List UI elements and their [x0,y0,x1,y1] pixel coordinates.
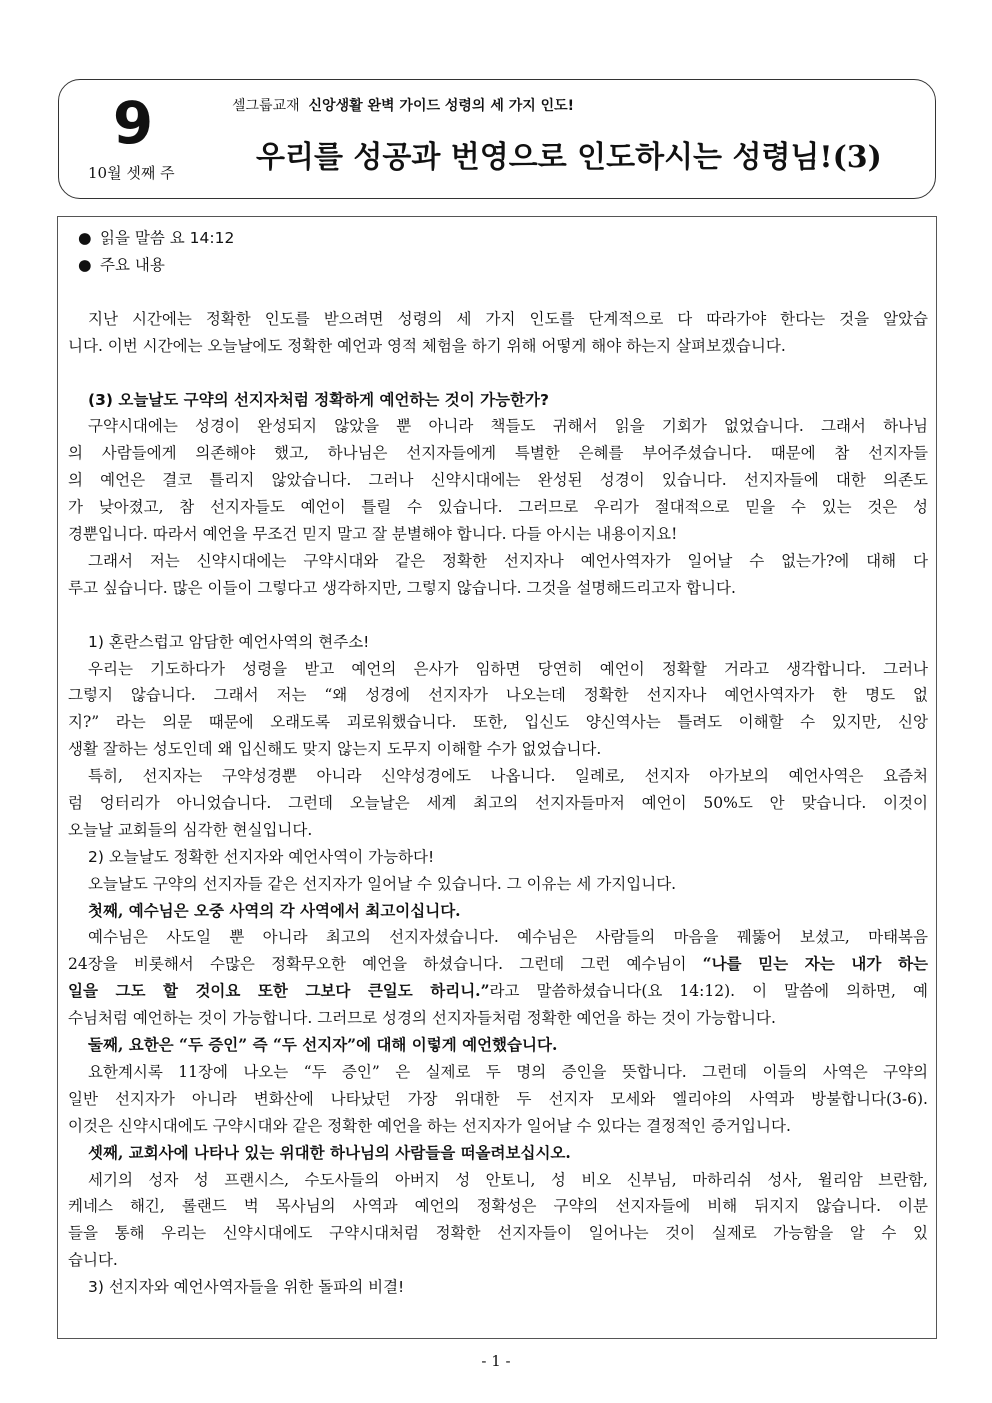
text-run: 24장을 비롯해서 수많은 정확무오한 예언을 하셨습니다. 그런데 그런 예수님이 [68,955,703,974]
intro-line: 니다. 이번 시간에는 오늘날에도 정확한 예언과 영적 체험을 하기 위해 어떻게 해야 하는지 살펴보겠습니다. [68,336,786,355]
paragraph-line: 오늘날도 구약의 선지자들 같은 선지자가 일어날 수 있습니다. 그 이유는 세 가지입니다. [88,874,677,893]
intro-line: 지난 시간에는 정확한 인도를 받으려면 성령의 세 가지 인도를 단계적으로 다 따라가야 한다는 것을 알았습 [88,309,928,328]
page-number: - 1 - [481,1352,511,1370]
paragraph-line: 들을 통해 우리는 신약시대에도 구약시대처럼 정확한 선지자들이 일어나는 것이 실제로 가능함을 알 수 있 [68,1224,928,1243]
series-title: 신앙생활 완벽 가이드 성령의 세 가지 인도! [308,98,575,114]
paragraph-line: 오늘날 교회들의 심각한 현실입니다. [68,820,313,839]
paragraph-line: 습니다. [68,1251,118,1270]
bullet-icon: ● [78,229,92,247]
paragraph-line: 구약시대에는 성경이 완성되지 않았을 뿐 아니라 책들도 귀해서 읽을 기회가 없었습니다. 그래서 하나님 [88,417,928,436]
page-title: 우리를 성공과 번영으로 인도하시는 성령님!(3) [256,140,882,175]
point-heading: 첫째, 예수님은 오중 사역의 각 사역에서 최고이십니다. [88,900,461,920]
paragraph-line: 의 사람들에게 의존해야 했고, 하나님은 선지자들에게 특별한 은혜를 부어주셨습니다. 때문에 참 선지자들 [68,444,928,463]
paragraph-line: 우리는 기도하다가 성령을 받고 예언의 은사가 임하면 당연히 예언이 정확할 거라고 생각합니다. 그러나 [88,659,928,678]
paragraph-line: 가 낮아졌고, 참 선지자들도 예언이 틀릴 수 있습니다. 그러므로 우리가 절대적으로 믿을 수 있는 것은 성 [68,498,928,517]
paragraph-line: 예수님은 사도일 뿐 아니라 최고의 선지자셨습니다. 예수님은 사람들의 마음을 꿰뚫어 보셨고, 마태복음 [88,928,928,947]
subsection-heading: 1) 혼란스럽고 암담한 예언사역의 현주소! [88,632,370,651]
subsection-heading: 2) 오늘날도 정확한 선지자와 예언사역이 가능하다! [88,847,435,866]
paragraph-line: 요한계시록 11장에 나오는 “두 증인” 은 실제로 두 명의 증인을 뜻합니다. 그런데 이들의 사역은 구약의 [88,1062,928,1081]
paragraph-line: 경뿐입니다. 따라서 예언을 무조건 믿지 말고 잘 분별해야 합니다. 다들 아시는 내용이지요! [68,525,678,544]
bullet-icon: ● [78,255,92,274]
paragraph-line: 케네스 해긴, 롤랜드 벅 목사님의 사역과 예언의 정확성은 구약의 선지자들에 비해 뒤지지 않습니다. 이분 [68,1197,928,1216]
text-run: 라고 말씀하셨습니다(요 14:12). 이 말씀에 의하면, 예 [489,982,928,1001]
paragraph-line [68,978,928,1005]
series-prefix: 셀그룹교재 [232,98,300,114]
lesson-number: 9 [112,89,154,157]
point-heading: 둘째, 요한은 “두 증인” 즉 “두 선지자”에 대해 이렇게 예언했습니다. [88,1035,558,1055]
point-heading: 셋째, 교회사에 나타나 있는 위대한 하나님의 사람들을 떠올려보십시오. [88,1142,571,1162]
series-label [232,96,574,116]
paragraph-line: 생활 잘하는 성도인데 왜 입신해도 맞지 않는지 도무지 이해할 수가 없었습니다. [68,740,602,759]
week-label: 10월 셋째 주 [88,164,175,182]
bullet-reading [68,225,928,252]
paragraph-line: 럼 엉터리가 아니었습니다. 그런데 오늘날은 세계 최고의 선지자들마저 예언이 50%도 안 맞습니다. 이것이 [68,794,928,813]
paragraph-line: 의 예언은 결코 틀리지 않았습니다. 그러나 신약시대에는 완성된 성경이 있습니다. 선지자들에 대한 의존도 [68,471,928,490]
paragraph-line: 세기의 성자 성 프랜시스, 수도사들의 아버지 성 안토니, 성 비오 신부님, 마하리쉬 성사, 윌리암 브란함, [88,1170,928,1189]
paragraph-line: 지?” 라는 의문 때문에 오래도록 괴로워했습니다. 또한, 입신도 양신역사는 틀려도 이해할 수 있지만, 신앙 [68,713,928,732]
main-text: 주요 내용 [100,255,165,274]
paragraph-line: 그렇지 않습니다. 그래서 저는 “왜 성경에 선지자가 나오는데 정확한 선지자나 예언사역자가 한 명도 없 [68,686,928,705]
paragraph-line: 수님처럼 예언하는 것이 가능합니다. 그러므로 성경의 선지자들처럼 정확한 예언을 하는 것이 가능합니다. [68,1009,776,1028]
paragraph-line: 그래서 저는 신약시대에는 구약시대와 같은 정확한 선지자나 예언사역자가 일어날 수 없는가?에 대해 다 [88,551,928,570]
content-body [68,225,928,1301]
paragraph-line: 루고 싶습니다. 많은 이들이 그렇다고 생각하지만, 그렇지 않습니다. 그것을 설명해드리고자 합니다. [68,578,736,597]
reading-text: 읽을 말씀 요 14:12 [100,229,235,247]
quote-text: 일을 그도 할 것이요 또한 그보다 큰일도 하리니.” [68,981,490,1001]
quote-text: “나를 믿는 자는 내가 하는 [702,954,928,974]
paragraph-line: 특히, 선지자는 구약성경뿐 아니라 신약성경에도 나옵니다. 일례로, 선지자 아가보의 예언사역은 요즘처 [88,767,928,786]
subsection-heading: 3) 선지자와 예언사역자들을 위한 돌파의 비결! [88,1278,405,1297]
bullet-main [68,252,928,279]
paragraph-line [68,951,928,978]
paragraph-line: 일반 선지자가 아니라 변화산에 나타났던 가장 위대한 두 선지자 모세와 엘리야의 사역과 방불합니다(3-6). [68,1089,928,1108]
paragraph-line: 이것은 신약시대에도 구약시대와 같은 정확한 예언을 하는 선지자가 일어날 수 있다는 결정적인 증거입니다. [68,1116,791,1135]
section-heading: (3) 오늘날도 구약의 선지자처럼 정확하게 예언하는 것이 가능한가? [88,390,550,409]
